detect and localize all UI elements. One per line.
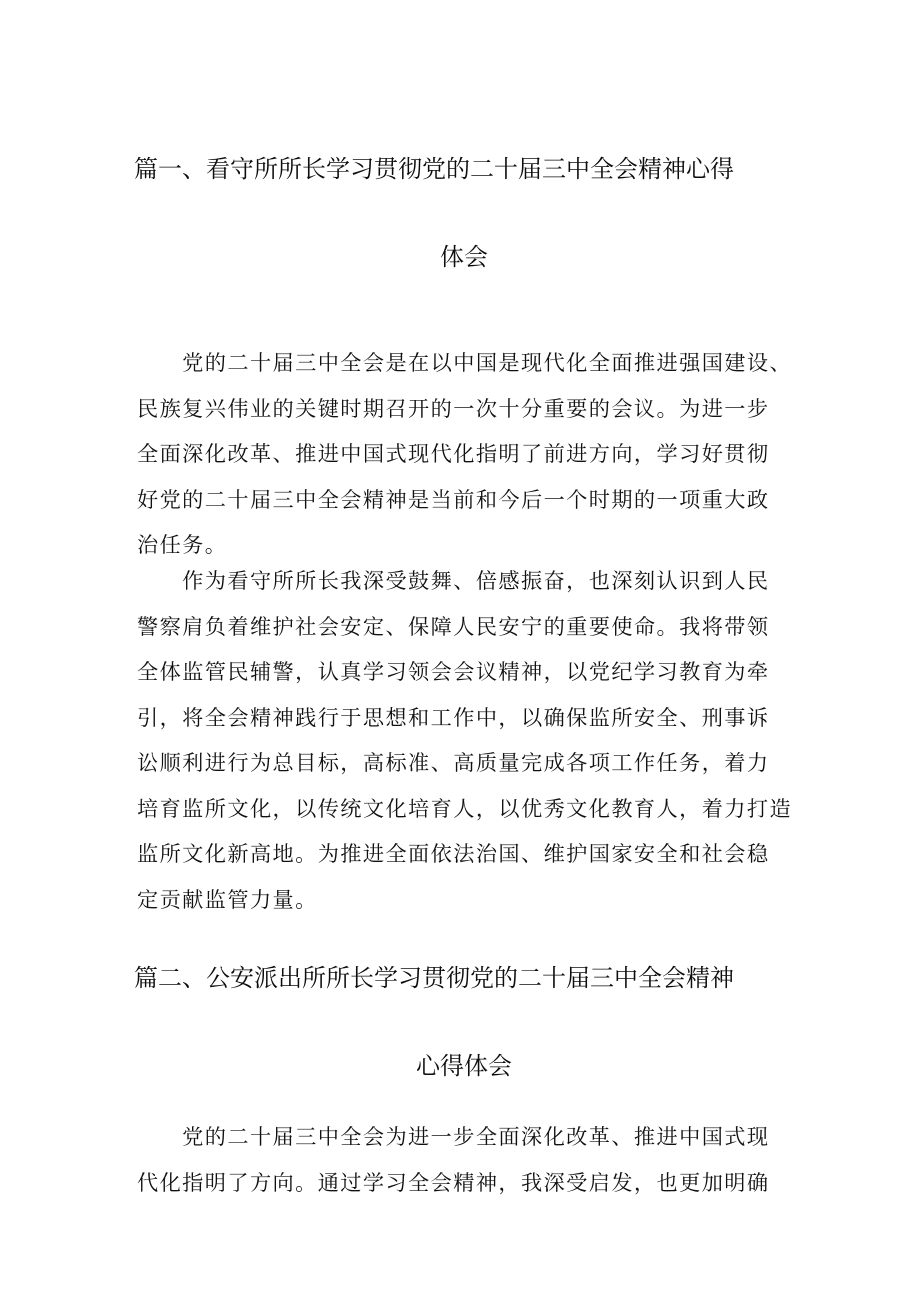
section1-title-line1: 篇一、看守所所长学习贯彻党的二十届三中全会精神心得: [134, 155, 734, 183]
text-line: 警察肩负着维护社会安定、保障人民安宁的重要使命。我将带领: [137, 613, 770, 639]
text-line: 民族复兴伟业的关键时期召开的一次十分重要的会议。为进一步: [137, 395, 770, 421]
text-line: 党的二十届三中全会是在以中国是现代化全面推进强国建设、: [137, 350, 793, 375]
text-line: 引，将全会精神践行于思想和工作中，以确保监所安全、刑事诉: [137, 704, 770, 730]
text-line: 好党的二十届三中全会精神是当前和今后一个时期的一项重大政: [137, 486, 770, 512]
section2-title: [134, 934, 794, 1110]
text-line: 监所文化新高地。为推进全面依法治国、维护国家安全和社会稳: [137, 841, 770, 866]
section1-title-line2: 体会: [440, 243, 488, 271]
section2-title-line1: 篇二、公安派出所所长学习贯彻党的二十届三中全会精神: [134, 964, 734, 992]
text-line: 全面深化改革、推进中国式现代化指明了前进方向，学习好贯彻: [137, 441, 770, 466]
text-line: 定贡献监管力量。: [137, 886, 318, 912]
text-line: 讼顺利进行为总目标，高标准、高质量完成各项工作任务，着力: [137, 750, 770, 775]
section2-paragraph-1: [137, 1114, 797, 1205]
section1-paragraph-2: [137, 558, 797, 922]
text-line: 治任务。: [137, 532, 228, 557]
text-line: 党的二十届三中全会为进一步全面深化改革、推进中国式现: [137, 1124, 770, 1149]
section1-paragraph-1: [137, 340, 797, 568]
text-line: 作为看守所所长我深受鼓舞、倍感振奋，也深刻认识到人民: [137, 568, 770, 593]
text-line: 全体监管民辅警，认真学习领会会议精神，以党纪学习教育为牵: [137, 659, 770, 684]
text-line: 代化指明了方向。通过学习全会精神，我深受启发，也更加明确: [137, 1169, 770, 1195]
section1-title: [134, 125, 794, 301]
section2-title-line2: 心得体会: [416, 1052, 512, 1080]
text-line: 培育监所文化，以传统文化培育人，以优秀文化教育人，着力打造: [137, 795, 793, 821]
